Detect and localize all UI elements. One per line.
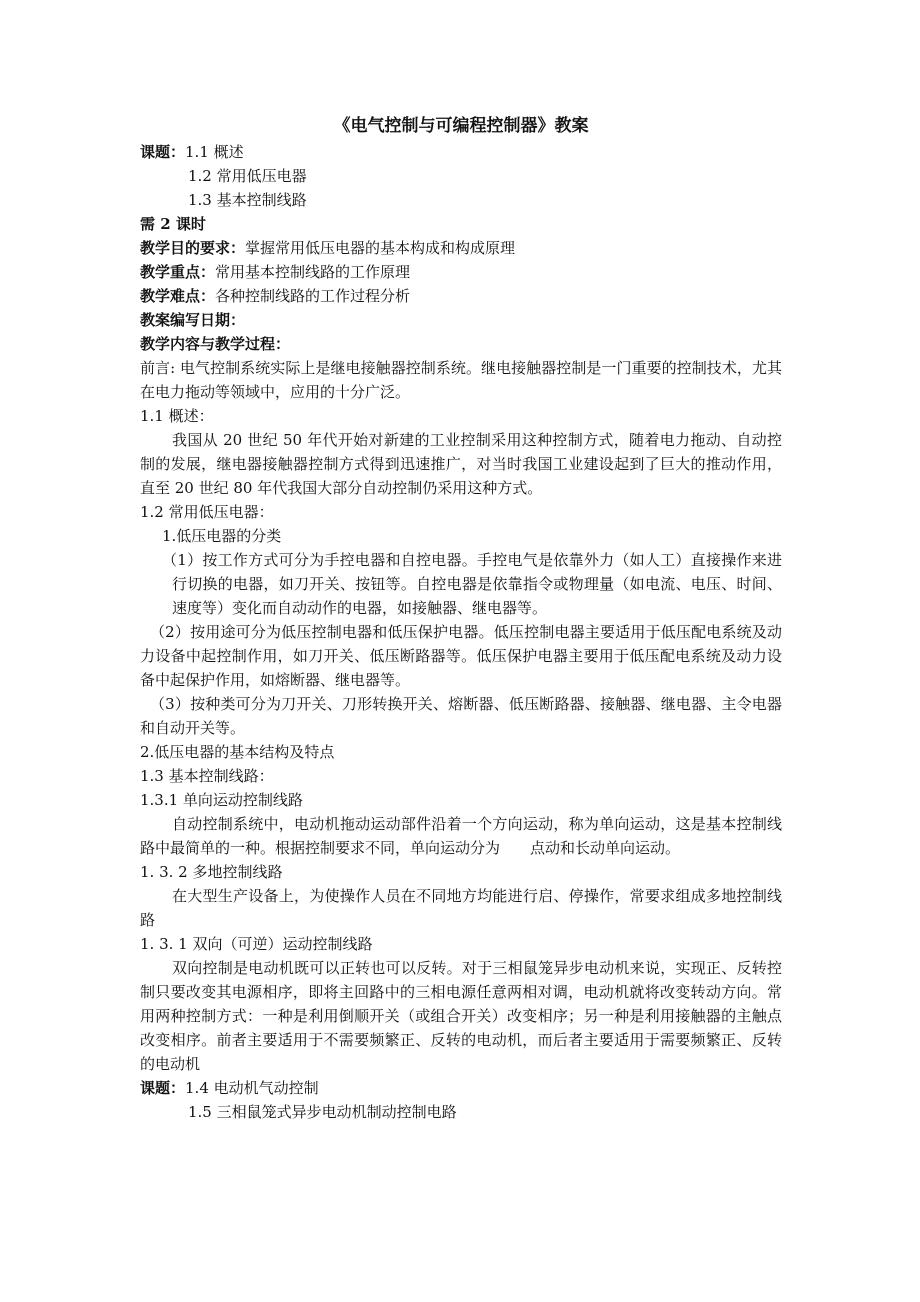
section-paragraph: 双向控制是电动机既可以正转也可以反转。对于三相鼠笼异步电动机来说，实现正、反转控制只要改变其电源相序，即将主回路中的三相电源任意两相对调，电动机就将改变转动方向。常用两种控制方式：一种是利用倒顺开关（或组合开关）改变相序；另一种是利用接触器的主触点改变相序。前者主要适用于不需要频繁正、反转的电动机，而后者主要适用于需要频繁正、反转的电动机: [140, 959, 782, 1073]
difficulty-label: 教学难点：: [140, 287, 216, 305]
topic-item: 1.5 三相鼠笼式异步电动机制动控制电路: [188, 1103, 457, 1121]
section-paragraph: 在大型生产设备上，为使操作人员在不同地方均能进行启、停操作，常要求组成多地控制线路: [140, 887, 782, 929]
key-point-text: 常用基本控制线路的工作原理: [215, 263, 411, 281]
topic-label: 课题：: [140, 1079, 186, 1097]
topic-item: 1.2 常用低压电器: [188, 167, 307, 185]
topic-2-line: [140, 1076, 782, 1100]
date-label: 教案编写日期：: [140, 311, 246, 329]
difficulty-line: [140, 284, 782, 308]
preface-paragraph: 前言: 电气控制系统实际上是继电接触器控制系统。继电接触器控制是一门重要的控制技术，尤其在电力拖动等领域中，应用的十分广泛。: [140, 359, 782, 401]
subsection-heading: 1. 3. 2 多地控制线路: [140, 863, 283, 881]
topic-1-line: [140, 140, 782, 164]
section-paragraph: 自动控制系统中，电动机拖动运动部件沿着一个方向运动，称为单向运动，这是基本控制线路中最简单的一种。根据控制要求不同，单向运动分为 点动和长动单向运动。: [140, 815, 782, 857]
objective-line: [140, 236, 782, 260]
key-point-line: [140, 260, 782, 284]
topic-item: 1.1 概述: [185, 143, 244, 161]
objective-text: 掌握常用低压电器的基本构成和构成原理: [245, 239, 516, 257]
subsection-heading: 1. 3. 1 双向（可逆）运动控制线路: [140, 935, 373, 953]
section-heading: 1.3 基本控制线路：: [140, 767, 274, 785]
topic-item: 1.4 电动机气动控制: [185, 1079, 319, 1097]
topic-label: 课题：: [140, 143, 186, 161]
classification-item: （1）按工作方式可分为手控电器和自控电器。手控电气是依靠外力（如人工）直接操作来进行切换的电器，如刀开关、按钮等。自控电器是依靠指令或物理量（如电流、电压、时间、速度等）变化而自动动作的电器，如接触器、继电器等。: [162, 551, 782, 617]
document-title: 《电气控制与可编程控制器》教案: [333, 116, 589, 136]
section-heading: 1.1 概述：: [140, 407, 214, 425]
key-point-label: 教学重点：: [140, 263, 216, 281]
section-paragraph: 我国从 20 世纪 50 年代开始对新建的工业控制采用这种控制方式，随着电力拖动、自动控制的发展，继电器接触器控制方式得到迅速推广，对当时我国工业建设起到了巨大的推动作用，直至 20 世纪 80 年代我国大部分自动控制仍采用这种方式。: [140, 431, 782, 497]
subsection-heading: 1.低压电器的分类: [162, 527, 282, 545]
difficulty-text: 各种控制线路的工作过程分析: [215, 287, 411, 305]
section-heading: 1.2 常用低压电器：: [140, 503, 274, 521]
process-label: 教学内容与教学过程：: [140, 335, 291, 353]
subsection-heading: 2.低压电器的基本结构及特点: [140, 743, 335, 761]
subsection-heading: 1.3.1 单向运动控制线路: [140, 791, 303, 809]
classification-item: （2）按用途可分为低压控制电器和低压保护电器。低压控制电器主要适用于低压配电系统及动力设备中起控制作用，如刀开关、低压断路器等。低压保护电器主要用于低压配电系统及动力设备中起保护作用，如熔断器、继电器等。: [140, 623, 782, 689]
document-page: [140, 112, 782, 1124]
objective-label: 教学目的要求：: [140, 239, 246, 257]
classification-item: （3）按种类可分为刀开关、刀形转换开关、熔断器、低压断路器、接触器、继电器、主令电器和自动开关等。: [140, 695, 782, 737]
topic-item: 1.3 基本控制线路: [188, 191, 307, 209]
hours-line: 需 2 课时: [140, 215, 206, 233]
